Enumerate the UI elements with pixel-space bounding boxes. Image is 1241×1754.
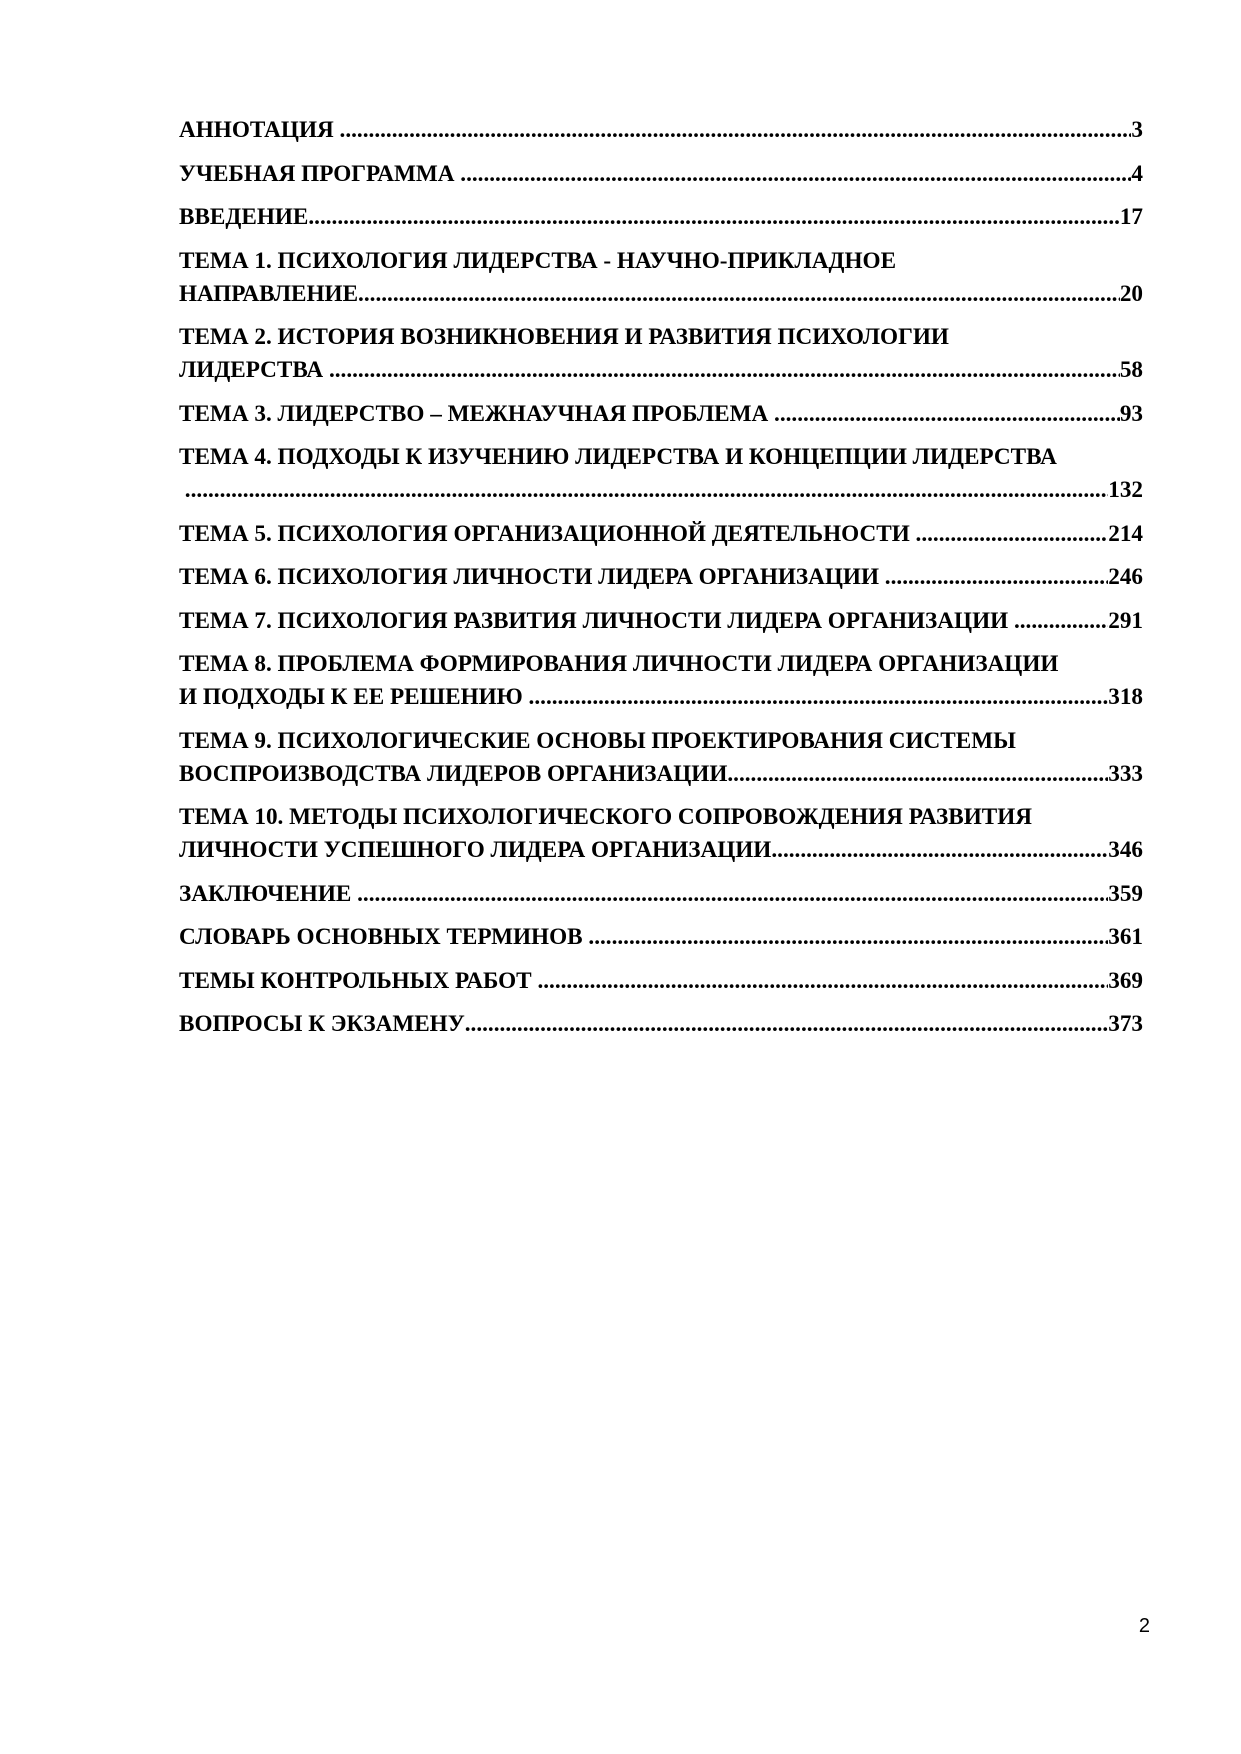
toc-entry-title-line: ТЕМА 1. ПСИХОЛОГИЯ ЛИДЕРСТВА - НАУЧНО-ПРИКЛАДНОЕ: [179, 247, 897, 274]
toc-entry-title: ТЕМА 5. ПСИХОЛОГИЯ ОРГАНИЗАЦИОННОЙ ДЕЯТЕЛЬНОСТИ: [179, 520, 916, 547]
toc-entry[interactable]: [179, 321, 1143, 387]
dot-leader: [916, 518, 1109, 551]
dot-leader: [771, 834, 1108, 867]
toc-entry-last-line: [179, 605, 1143, 638]
dot-leader: [329, 354, 1120, 387]
toc-entry-title-line: ТЕМА 9. ПСИХОЛОГИЧЕСКИЕ ОСНОВЫ ПРОЕКТИРОВАНИЯ СИСТЕМЫ: [179, 727, 1016, 754]
dot-leader: [308, 201, 1119, 234]
toc-entry-title: ЛИДЕРСТВА: [179, 357, 329, 383]
toc-page-ref: 93: [1119, 400, 1143, 427]
toc-entry-last-line: [179, 834, 1143, 867]
toc-entry[interactable]: [179, 921, 1143, 954]
toc-entry-last-line: [179, 758, 1143, 791]
dot-leader: [537, 965, 1108, 998]
toc-page-ref: 318: [1108, 684, 1143, 710]
toc-entry-title: ВОПРОСЫ К ЭКЗАМЕНУ: [179, 1011, 465, 1037]
toc-page-ref: 3: [1131, 117, 1143, 143]
dot-leader: [460, 158, 1131, 191]
toc-entry[interactable]: [179, 158, 1143, 191]
toc-entry-last-line: [179, 518, 1143, 551]
toc-entry[interactable]: [179, 114, 1143, 147]
toc-page-ref: 333: [1108, 760, 1143, 787]
toc-entry-last-line: [179, 354, 1143, 387]
toc-entry-title-line: ТЕМА 2. ИСТОРИЯ ВОЗНИКНОВЕНИЯ И РАЗВИТИЯ ПСИХОЛОГИИ: [179, 324, 949, 350]
dot-leader: [885, 561, 1108, 594]
toc-entry-title-line: ТЕМА 10. МЕТОДЫ ПСИХОЛОГИЧЕСКОГО СОПРОВОЖДЕНИЯ РАЗВИТИЯ: [179, 804, 1033, 830]
toc-entry-title: АННОТАЦИЯ: [179, 117, 340, 143]
toc-entry[interactable]: [179, 1008, 1143, 1041]
toc-entry[interactable]: [179, 801, 1143, 867]
toc-entry[interactable]: [179, 201, 1143, 234]
dot-leader: [727, 758, 1108, 791]
toc-page-ref: 58: [1119, 357, 1143, 383]
toc-page-ref: 373: [1108, 1011, 1143, 1037]
toc-page-ref: 132: [1108, 477, 1143, 503]
dot-leader: [774, 398, 1120, 431]
toc-page-ref: 361: [1108, 924, 1143, 950]
dot-leader: [588, 921, 1108, 954]
toc-entry[interactable]: [179, 965, 1143, 998]
dot-leader: [1014, 605, 1108, 638]
toc-entry[interactable]: [179, 441, 1143, 507]
toc-entry[interactable]: [179, 725, 1143, 791]
toc-entry-last-line: [179, 921, 1143, 954]
toc-page-ref: 214: [1108, 520, 1143, 547]
toc-entry-last-line: [179, 681, 1143, 714]
toc-entry-title: ТЕМА 7. ПСИХОЛОГИЯ РАЗВИТИЯ ЛИЧНОСТИ ЛИДЕРА ОРГАНИЗАЦИИ: [179, 607, 1014, 634]
toc-entry[interactable]: [179, 561, 1143, 594]
toc-entry-last-line: [179, 474, 1143, 507]
toc-entry-last-line: [179, 278, 1143, 311]
toc-entry-title: ЗАКЛЮЧЕНИЕ: [179, 880, 358, 907]
toc-entry[interactable]: [179, 398, 1143, 431]
toc-page-ref: 17: [1119, 204, 1143, 230]
dot-leader: [340, 114, 1132, 147]
toc-entry-title: ЛИЧНОСТИ УСПЕШНОГО ЛИДЕРА ОРГАНИЗАЦИИ: [179, 837, 772, 863]
toc-entry-last-line: [179, 965, 1143, 998]
dot-leader: [529, 681, 1109, 714]
toc-entry-title: СЛОВАРЬ ОСНОВНЫХ ТЕРМИНОВ: [179, 924, 589, 950]
toc-entry-title: И ПОДХОДЫ К ЕЕ РЕШЕНИЮ: [179, 684, 529, 710]
toc-entry-last-line: [179, 158, 1143, 191]
dot-leader: [357, 878, 1108, 911]
table-of-contents: [179, 114, 1143, 1052]
toc-entry[interactable]: [179, 245, 1143, 311]
toc-entry-last-line: [179, 878, 1143, 911]
toc-entry-last-line: [179, 114, 1143, 147]
toc-page-ref: 291: [1108, 607, 1143, 634]
toc-entry[interactable]: [179, 518, 1143, 551]
toc-entry-title: ТЕМА 3. ЛИДЕРСТВО – МЕЖНАУЧНАЯ ПРОБЛЕМА: [179, 400, 775, 427]
dot-leader: [358, 278, 1120, 311]
toc-entry-title-line: ТЕМА 4. ПОДХОДЫ К ИЗУЧЕНИЮ ЛИДЕРСТВА И КОНЦЕПЦИИ ЛИДЕРСТВА: [179, 444, 1057, 470]
toc-page-ref: 20: [1119, 280, 1143, 307]
page-number: 2: [1138, 1615, 1150, 1637]
toc-entry[interactable]: [179, 878, 1143, 911]
toc-entry-title: УЧЕБНАЯ ПРОГРАММА: [179, 160, 461, 187]
toc-page-ref: 369: [1108, 967, 1143, 994]
toc-entry-title-line: ТЕМА 8. ПРОБЛЕМА ФОРМИРОВАНИЯ ЛИЧНОСТИ ЛИДЕРА ОРГАНИЗАЦИИ: [179, 651, 1059, 677]
toc-page-ref: 346: [1108, 837, 1143, 863]
toc-entry[interactable]: [179, 605, 1143, 638]
toc-entry-title: ВВЕДЕНИЕ: [179, 204, 309, 230]
toc-entry-last-line: [179, 201, 1143, 234]
toc-entry-title: ТЕМА 6. ПСИХОЛОГИЯ ЛИЧНОСТИ ЛИДЕРА ОРГАНИЗАЦИИ: [179, 564, 885, 590]
dot-leader: [185, 474, 1108, 507]
toc-entry-last-line: [179, 561, 1143, 594]
toc-page-ref: 359: [1108, 880, 1143, 907]
toc-page-ref: 4: [1131, 160, 1143, 187]
toc-entry[interactable]: [179, 648, 1143, 714]
toc-entry-title: ТЕМЫ КОНТРОЛЬНЫХ РАБОТ: [179, 967, 538, 994]
toc-entry-last-line: [179, 398, 1143, 431]
toc-page-ref: 246: [1108, 564, 1143, 590]
toc-entry-title: НАПРАВЛЕНИЕ: [179, 280, 359, 307]
toc-entry-last-line: [179, 1008, 1143, 1041]
toc-entry-title: ВОСПРОИЗВОДСТВА ЛИДЕРОВ ОРГАНИЗАЦИИ: [179, 760, 728, 787]
dot-leader: [465, 1008, 1108, 1041]
